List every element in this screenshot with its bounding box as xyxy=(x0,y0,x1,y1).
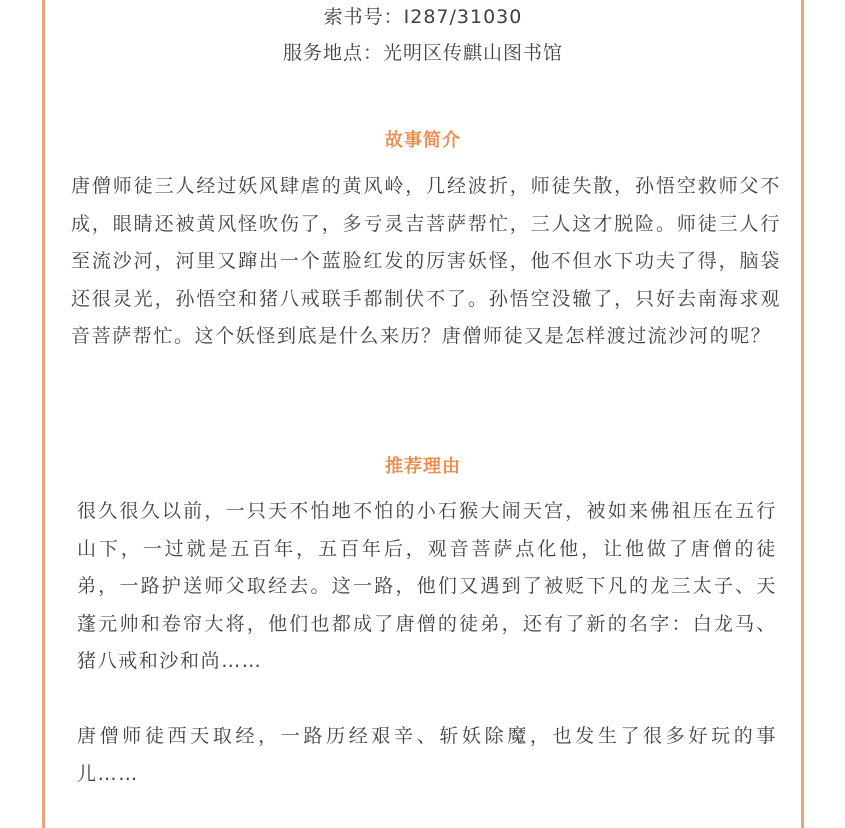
recommend-paragraph-2: 唐僧师徒西天取经，一路历经艰辛、斩妖除魔，也发生了很多好玩的事儿…… xyxy=(77,725,777,785)
recommend-section-title: 推荐理由 xyxy=(385,456,461,477)
service-location: 服务地点：光明区传麒山图书馆 xyxy=(282,42,563,64)
recommend-paragraph-1: 很久很久以前，一只天不怕地不怕的小石猴大闹天宫，被如来佛祖压在五行山下，一过就是五百年，五百年后，观音菩萨点化他，让他做了唐僧的徒弟，一路护送师父取经去。这一路，他们又遇到了被贬下凡的龙三太子、天蓬元帅和卷帘大将，他们也都成了唐僧的徒弟，还有了新的名字：白龙马、猪八戒和沙和尚…… xyxy=(77,500,777,673)
story-paragraph: 唐僧师徒三人经过妖风肆虐的黄风岭，几经波折，师徒失散，孙悟空救师父不成，眼睛还被黄风怪吹伤了，多亏灵吉菩萨帮忙，三人这才脱险。师徒三人行至流沙河，河里又蹿出一个蓝脸红发的厉害妖怪，他不但水下功夫了得，脑袋还很灵光，孙悟空和猪八戒联手都制伏不了。孙悟空没辙了，只好去南海求观音菩萨帮忙。这个妖怪到底是什么来历？唐僧师徒又是怎样渡过流沙河的呢？ xyxy=(71,175,781,348)
article-frame xyxy=(42,0,804,828)
call-number: 索书号：I287/31030 xyxy=(323,6,523,28)
story-section-title: 故事简介 xyxy=(385,130,461,151)
